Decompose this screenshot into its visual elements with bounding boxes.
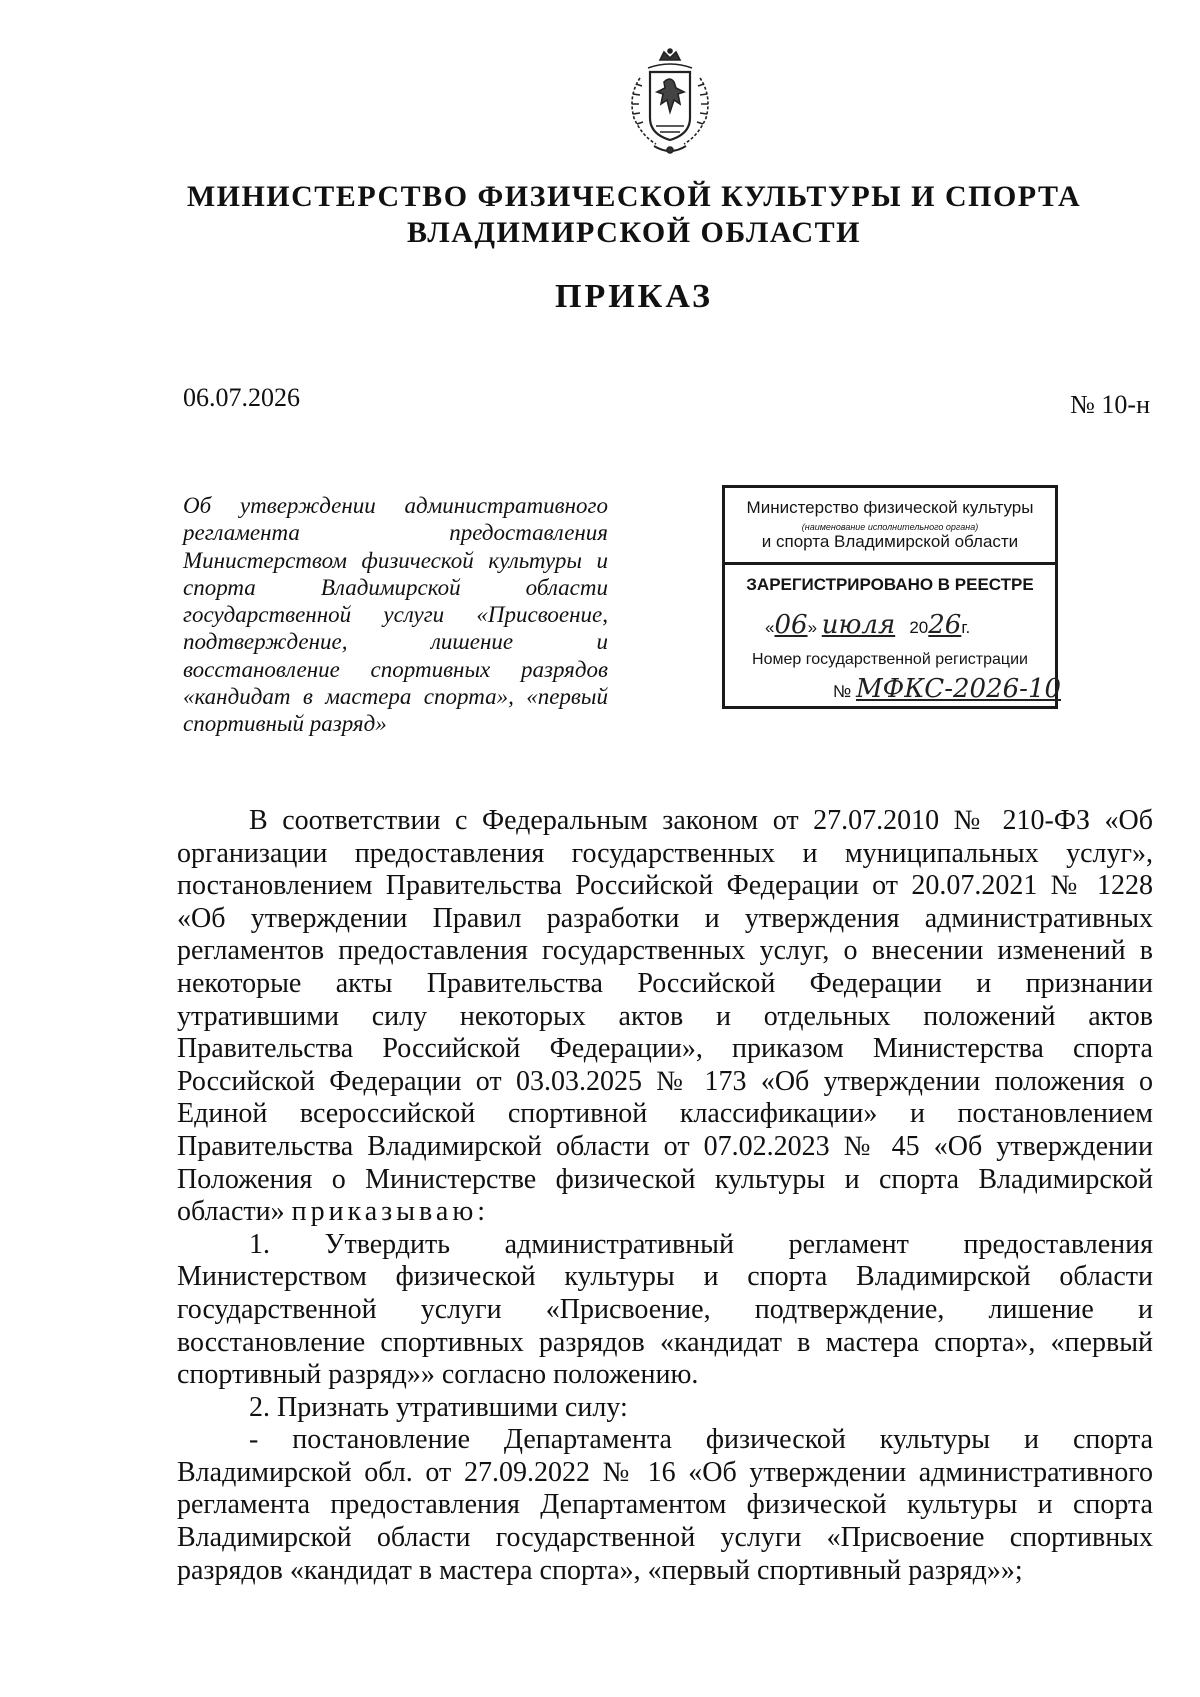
stamp-org-line1: Министерство физической культуры [746, 498, 1034, 517]
coat-of-arms-emblem [620, 48, 720, 158]
stamp-reg-number: МФКС-2026-10 [855, 674, 1062, 704]
stamp-reg-number-row [833, 674, 1061, 704]
stamp-date-open-quote: « [765, 618, 775, 637]
decree-word: приказываю: [291, 1196, 490, 1228]
preamble-text: В соответствии с Федеральным законом от 27.07.2010 № 210-ФЗ «Об организации предоставления государственных и муниципальных услуг», постановлением Правительства Российской Федерации от 20.07.2021 № 1228 «Об утверждении Правил разработки и утверждения административных регламентов предоставления государственных услуг, о внесении изменений в некоторые акты Правительства Российской Федерации и признании утратившими силу некоторых актов и отдельных положений актов Правительства Российской Федерации», приказом Министерства спорта Российской Федерации от 03.03.2025 № 173 «Об утверждении положения о Единой всероссийской спортивной классификации» и постановлением Правительства Владимирской области от 07.02.2023 № 45 «Об утверждении Положения о Министерстве физической культуры и спорта Владимирской области» [177, 805, 1153, 1228]
stamp-divider [725, 562, 1055, 565]
order-number: № 10-н [1070, 390, 1150, 419]
stamp-date-close-quote: » [807, 618, 818, 637]
order-body [177, 805, 1153, 1587]
stamp-date-month: июля [821, 610, 896, 640]
stamp-date-year-suffix: 26 [928, 610, 962, 640]
stamp-registered-label: ЗАРЕГИСТРИРОВАНО В РЕЕСТРЕ [746, 575, 1034, 594]
ministry-title-line1: МИНИСТЕРСТВО ФИЗИЧЕСКОЙ КУЛЬТУРЫ И СПОРТА [186, 180, 1082, 213]
stamp-date-row [765, 610, 970, 640]
stamp-reg-number-label: Номер государственной регистрации [752, 651, 1028, 668]
stamp-reg-number-prefix: № [833, 682, 852, 701]
stamp-caption: (наименование исполнительного органа) [801, 522, 979, 532]
body-item-1: 1. Утвердить административный регламент предоставления Министерством физической культуры и спорта Владимирской области государственной услуги «Присвоение, подтверждение, лишение и восстановление спортивных разрядов «кандидат в мастера спорта», «первый спортивный разряд»» согласно положению. [177, 1228, 1153, 1391]
body-preamble [177, 805, 1153, 1229]
stamp-org-line2: и спорта Владимирской области [761, 532, 1019, 551]
registration-stamp [722, 485, 1062, 709]
body-item-2: 2. Признать утратившими силу: [249, 1391, 628, 1423]
stamp-date-year-prefix: 20 [909, 618, 929, 637]
ministry-title-line2: ВЛАДИМИРСКОЙ ОБЛАСТИ [407, 216, 861, 249]
stamp-date-year-g: г. [961, 618, 971, 637]
order-date: 06.07.2026 [183, 383, 300, 412]
document-type-title: ПРИКАЗ [555, 278, 713, 315]
order-subject: Об утверждении административного регламента предоставления Министерством физической культуры и спорта Владимирской области государственной услуги «Присвоение, подтверждение, лишение и восстановление спортивных разрядов «кандидат в мастера спорта», «первый спортивный разряд» [183, 493, 608, 737]
body-item-2-sub-1: - постановление Департамента физической культуры и спорта Владимирской обл. от 27.09.2022 № 16 «Об утверждении административного регламента предоставления Департаментом физической культуры и спорта Владимирской области государственной услуги «Присвоение спортивных разрядов «кандидат в мастера спорта», «первый спортивный разряд»»; [177, 1424, 1153, 1586]
stamp-date-day: 06 [774, 610, 808, 640]
